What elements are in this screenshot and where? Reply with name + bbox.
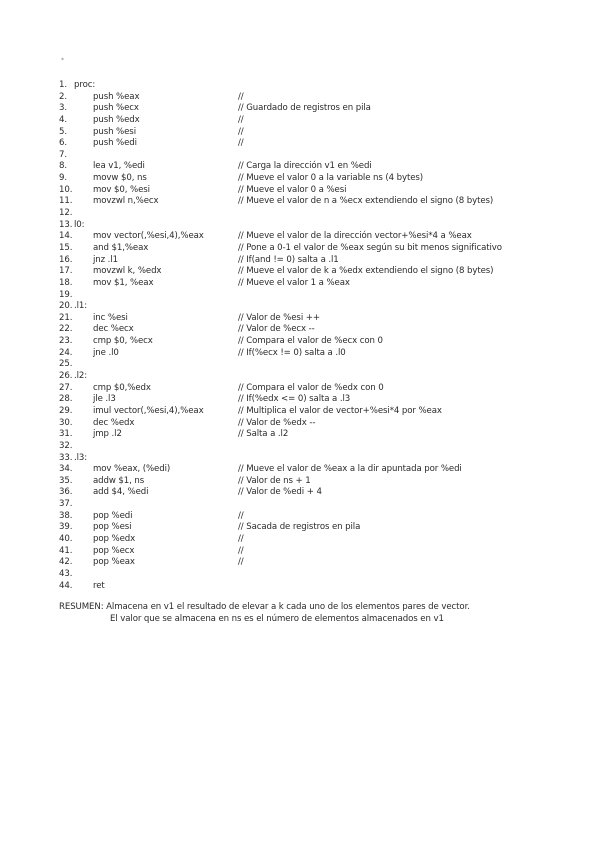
line-number: 17.	[59, 266, 73, 277]
line-number: 34.	[59, 464, 73, 475]
code-line	[59, 441, 594, 453]
line-number: 28.	[59, 394, 73, 405]
line-number: 9.	[59, 173, 67, 184]
code-instruction: mov vector(,%esi,4),%eax	[93, 231, 204, 242]
line-number: 13.	[59, 219, 73, 230]
code-comment: // Compara el valor de %edx con 0	[238, 382, 384, 393]
code-instruction: jle .l3	[93, 394, 116, 405]
code-instruction: mov %eax, (%edi)	[93, 464, 171, 475]
code-line	[59, 336, 594, 348]
code-instruction: dec %ecx	[93, 324, 134, 335]
code-instruction: cmp $0,%edx	[93, 382, 151, 393]
code-comment: // Guardado de registros en pila	[238, 103, 371, 114]
code-label: .l1:	[74, 301, 88, 312]
line-number: 42.	[59, 557, 73, 568]
code-comment: //	[238, 557, 244, 568]
code-instruction: pop %edi	[93, 510, 133, 521]
line-number: 30.	[59, 417, 73, 428]
code-line	[59, 115, 594, 127]
code-line	[59, 92, 594, 104]
line-number: 15.	[59, 242, 73, 253]
assembly-listing	[59, 80, 594, 592]
line-number: 24.	[59, 347, 73, 358]
code-instruction: cmp $0, %ecx	[93, 336, 153, 347]
code-comment: //	[238, 545, 244, 556]
code-comment: // Mueve el valor de %eax a la dir apuntada por %edi	[238, 464, 462, 475]
code-line	[59, 208, 594, 220]
code-comment: // Carga la dirección v1 en %edi	[238, 161, 372, 172]
line-number: 10.	[59, 184, 73, 195]
code-line	[59, 511, 594, 523]
code-line	[59, 301, 594, 313]
code-comment: // Mueve el valor 0 a la variable ns (4 bytes)	[238, 173, 424, 184]
code-line	[59, 522, 594, 534]
code-comment: //	[238, 533, 244, 544]
code-comment: //	[238, 126, 244, 137]
code-line	[59, 534, 594, 546]
code-comment: // Multiplica el valor de vector+%esi*4 por %eax	[238, 405, 442, 416]
code-comment: // If(%ecx != 0) salta a .l0	[238, 347, 346, 358]
code-line	[59, 243, 594, 255]
line-number: 43.	[59, 568, 73, 579]
line-number: 1.	[59, 80, 67, 90]
code-line	[59, 173, 594, 185]
code-instruction: push %eax	[93, 91, 140, 102]
code-comment: //	[238, 114, 244, 125]
code-instruction: mov $0, %esi	[93, 184, 150, 195]
line-number: 40.	[59, 533, 73, 544]
code-line	[59, 127, 594, 139]
code-instruction: jnz .l1	[93, 254, 118, 265]
page-mark: *	[61, 57, 64, 64]
code-line	[59, 464, 594, 476]
code-line	[59, 324, 594, 336]
code-comment: // Mueve el valor 0 a %esi	[238, 184, 347, 195]
summary-line-2: El valor que se almacena en ns es el número de elementos almacenados en v1	[110, 614, 444, 625]
line-number: 37.	[59, 499, 73, 510]
code-line	[59, 185, 594, 197]
code-line	[59, 453, 594, 465]
code-comment: // Pone a 0-1 el valor de %eax según su bit menos significativo	[238, 242, 502, 253]
code-instruction: addw $1, ns	[93, 475, 145, 486]
code-comment: //	[238, 138, 244, 149]
code-comment: // Mueve el valor 1 a %eax	[238, 277, 350, 288]
line-number: 12.	[59, 208, 73, 219]
code-line	[59, 196, 594, 208]
code-line	[59, 569, 594, 581]
code-comment: // Salta a .l2	[238, 429, 289, 440]
code-instruction: and $1,%eax	[93, 242, 149, 253]
code-line	[59, 161, 594, 173]
code-label: .l2:	[74, 371, 88, 382]
line-number: 23.	[59, 336, 73, 347]
code-line	[59, 418, 594, 430]
code-instruction: ret	[93, 580, 105, 591]
code-instruction: movw $0, ns	[93, 173, 147, 184]
line-number: 8.	[59, 161, 67, 172]
code-line	[59, 476, 594, 488]
code-line	[59, 487, 594, 499]
code-line	[59, 290, 594, 302]
line-number: 38.	[59, 510, 73, 521]
code-instruction: push %edi	[93, 138, 137, 149]
code-line	[59, 383, 594, 395]
code-line	[59, 371, 594, 383]
code-line	[59, 359, 594, 371]
code-comment: // Valor de ns + 1	[238, 475, 311, 486]
line-number: 25.	[59, 359, 73, 370]
code-line	[59, 394, 594, 406]
code-line	[59, 313, 594, 325]
code-label: proc:	[74, 80, 96, 90]
code-instruction: push %edx	[93, 114, 140, 125]
line-number: 44.	[59, 580, 73, 591]
code-comment: // Mueve el valor de k a %edx extendiendo el signo (8 bytes)	[238, 266, 494, 277]
code-line	[59, 150, 594, 162]
code-line	[59, 581, 594, 593]
code-label: l0:	[74, 219, 85, 230]
code-line	[59, 138, 594, 150]
line-number: 33.	[59, 452, 73, 463]
code-comment: // Valor de %ecx --	[238, 324, 315, 335]
line-number: 3.	[59, 103, 67, 114]
line-number: 41.	[59, 545, 73, 556]
code-instruction: mov $1, %eax	[93, 277, 154, 288]
code-instruction: inc %esi	[93, 312, 128, 323]
code-comment: // Mueve el valor de n a %ecx extendiendo el signo (8 bytes)	[238, 196, 494, 207]
line-number: 11.	[59, 196, 73, 207]
line-number: 29.	[59, 405, 73, 416]
code-line	[59, 103, 594, 115]
code-comment: // Mueve el valor de la dirección vector+%esi*4 a %eax	[238, 231, 472, 242]
code-comment: // If(and != 0) salta a .l1	[238, 254, 339, 265]
code-instruction: pop %eax	[93, 557, 135, 568]
code-instruction: push %esi	[93, 126, 136, 137]
code-instruction: add $4, %edi	[93, 487, 149, 498]
summary	[59, 601, 594, 626]
code-instruction: pop %esi	[93, 522, 132, 533]
code-comment: // Sacada de registros en pila	[238, 522, 361, 533]
line-number: 2.	[59, 91, 67, 102]
line-number: 26.	[59, 371, 73, 382]
code-line	[59, 546, 594, 558]
line-number: 22.	[59, 324, 73, 335]
code-comment: // If(%edx <= 0) salta a .l3	[238, 394, 351, 405]
code-line	[59, 255, 594, 267]
code-instruction: imul vector(,%esi,4),%eax	[93, 405, 204, 416]
line-number: 5.	[59, 126, 67, 137]
line-number: 19.	[59, 289, 73, 300]
line-number: 16.	[59, 254, 73, 265]
code-instruction: pop %ecx	[93, 545, 135, 556]
code-instruction: push %ecx	[93, 103, 139, 114]
line-number: 36.	[59, 487, 73, 498]
code-comment: //	[238, 91, 244, 102]
code-comment: //	[238, 510, 244, 521]
code-comment: // Valor de %edx --	[238, 417, 316, 428]
code-instruction: movzwl n,%ecx	[93, 196, 159, 207]
line-number: 14.	[59, 231, 73, 242]
line-number: 21.	[59, 312, 73, 323]
line-number: 7.	[59, 149, 67, 160]
code-line	[59, 220, 594, 232]
line-number: 4.	[59, 114, 67, 125]
code-instruction: dec %edx	[93, 417, 135, 428]
line-number: 31.	[59, 429, 73, 440]
summary-line-1: RESUMEN: Almacena en v1 el resultado de elevar a k cada uno de los elementos pares de vector.	[59, 602, 470, 612]
line-number: 20.	[59, 301, 73, 312]
code-line	[59, 80, 594, 92]
code-comment: // Valor de %esi ++	[238, 312, 320, 323]
code-instruction: lea v1, %edi	[93, 161, 145, 172]
code-instruction: pop %edx	[93, 533, 136, 544]
line-number: 32.	[59, 440, 73, 451]
code-line	[59, 406, 594, 418]
code-instruction: movzwl k, %edx	[93, 266, 162, 277]
code-line	[59, 231, 594, 243]
line-number: 39.	[59, 522, 73, 533]
code-line	[59, 499, 594, 511]
line-number: 18.	[59, 277, 73, 288]
code-line	[59, 266, 594, 278]
code-instruction: jmp .l2	[93, 429, 122, 440]
code-line	[59, 557, 594, 569]
line-number: 27.	[59, 382, 73, 393]
code-line	[59, 429, 594, 441]
code-comment: // Compara el valor de %ecx con 0	[238, 336, 383, 347]
code-line	[59, 278, 594, 290]
code-instruction: jne .l0	[93, 347, 119, 358]
code-comment: // Valor de %edi + 4	[238, 487, 322, 498]
code-label: .l3:	[74, 452, 88, 463]
line-number: 6.	[59, 138, 67, 149]
code-line	[59, 348, 594, 360]
line-number: 35.	[59, 475, 73, 486]
